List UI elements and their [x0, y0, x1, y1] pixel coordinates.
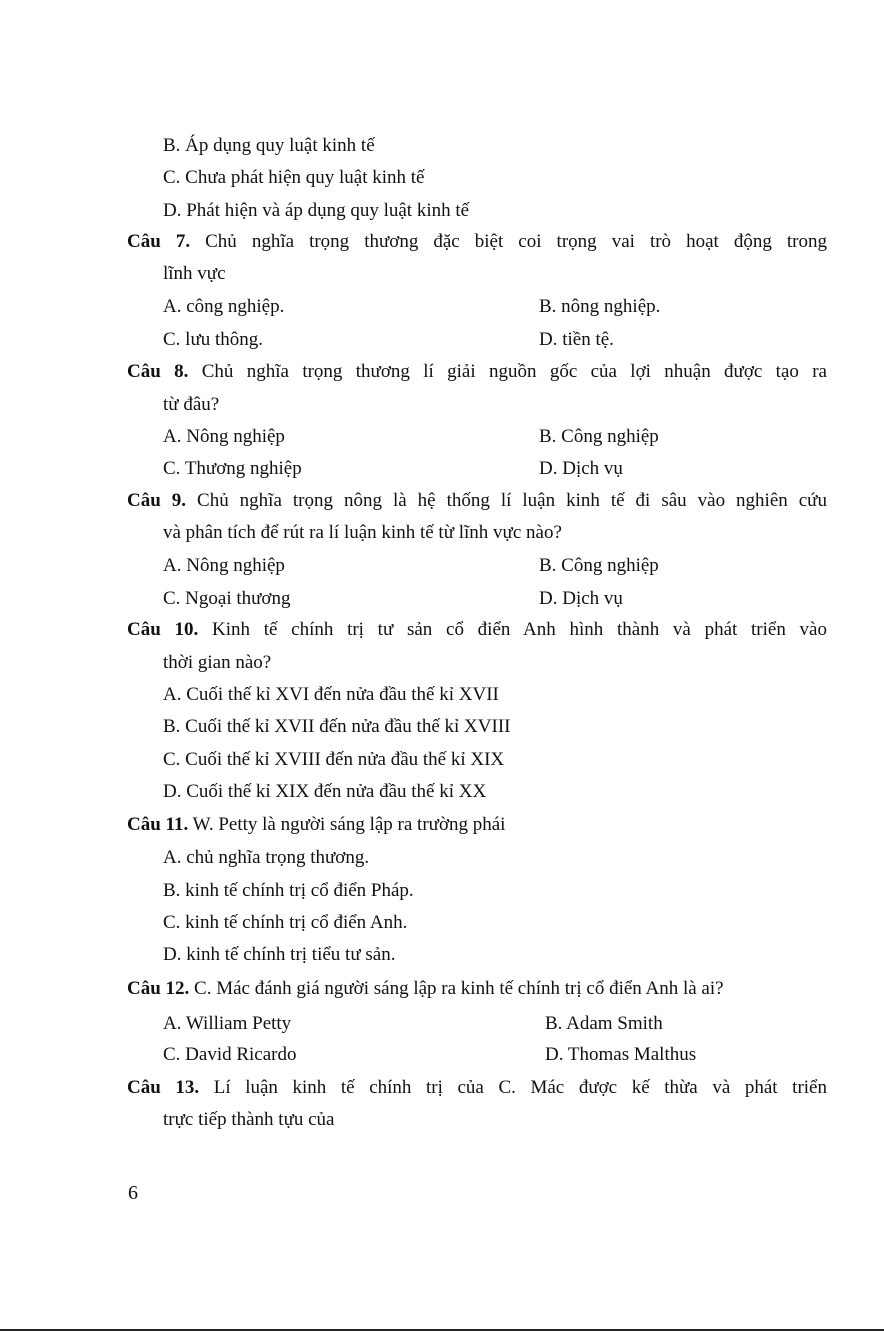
page-bottom-edge [0, 1329, 884, 1331]
q8-option-a: A. Nông nghiệp [163, 426, 285, 447]
q12-option-b: B. Adam Smith [545, 1013, 663, 1034]
q10-option-d: D. Cuối thế kỉ XIX đến nửa đầu thế kỉ XX [163, 781, 487, 802]
question-9-line2: và phân tích để rút ra lí luận kinh tế từ lĩnh vực nào? [163, 522, 562, 543]
q10-option-a: A. Cuối thế kỉ XVI đến nửa đầu thế kỉ XVII [163, 684, 499, 705]
q9-option-a: A. Nông nghiệp [163, 555, 285, 576]
q8-option-b: B. Công nghiệp [539, 426, 659, 447]
q11-option-b: B. kinh tế chính trị cổ điển Pháp. [163, 880, 414, 901]
q7-option-a: A. công nghiệp. [163, 296, 285, 317]
question-13-label: Câu 13. [127, 1077, 200, 1098]
question-9-label: Câu 9. [127, 490, 187, 511]
prev-option-c: C. Chưa phát hiện quy luật kinh tế [163, 167, 425, 188]
q7-option-c: C. lưu thông. [163, 329, 264, 350]
q8-option-c: C. Thương nghiệp [163, 458, 302, 479]
question-7-line2: lĩnh vực [163, 263, 226, 284]
question-10-line2: thời gian nào? [163, 652, 272, 673]
prev-option-d: D. Phát hiện và áp dụng quy luật kinh tế [163, 200, 470, 221]
q8-option-d: D. Dịch vụ [539, 458, 623, 479]
q9-option-b: B. Công nghiệp [539, 555, 659, 576]
question-8-line2: từ đâu? [163, 394, 220, 415]
question-7-label: Câu 7. [127, 231, 191, 252]
question-11-line1: Câu 11. W. Petty là người sáng lập ra trường phái [127, 814, 506, 835]
q10-option-c: C. Cuối thế kỉ XVIII đến nửa đầu thế kỉ XIX [163, 749, 505, 770]
q12-option-a: A. William Petty [163, 1013, 292, 1034]
question-10-label: Câu 10. [127, 619, 199, 640]
question-12-label: Câu 12. [127, 978, 190, 999]
question-13-line2: trực tiếp thành tựu của [163, 1109, 335, 1130]
question-11-label: Câu 11. [127, 814, 189, 835]
question-8-line1: Câu 8. Chủ nghĩa trọng thương lí giải nguồn gốc của lợi nhuận được tạo ra [127, 361, 827, 382]
question-13-line1: Câu 13. Lí luận kinh tế chính trị của C. Mác được kế thừa và phát triển [127, 1077, 827, 1098]
question-7-line1: Câu 7. Chủ nghĩa trọng thương đặc biệt coi trọng vai trò hoạt động trong [127, 231, 827, 252]
q12-option-d: D. Thomas Malthus [545, 1044, 697, 1065]
q11-option-d: D. kinh tế chính trị tiểu tư sản. [163, 944, 396, 965]
q9-option-c: C. Ngoại thương [163, 588, 291, 609]
q9-option-d: D. Dịch vụ [539, 588, 623, 609]
q11-option-c: C. kinh tế chính trị cổ điển Anh. [163, 912, 408, 933]
q7-option-b: B. nông nghiệp. [539, 296, 661, 317]
question-10-line1: Câu 10. Kinh tế chính trị tư sản cổ điển Anh hình thành và phát triển vào [127, 619, 827, 640]
question-9-line1: Câu 9. Chủ nghĩa trọng nông là hệ thống lí luận kinh tế đi sâu vào nghiên cứu [127, 490, 827, 511]
question-8-label: Câu 8. [127, 361, 189, 382]
q11-option-a: A. chủ nghĩa trọng thương. [163, 847, 370, 868]
page-number: 6 [128, 1182, 138, 1204]
q10-option-b: B. Cuối thế kỉ XVII đến nửa đầu thế kỉ XVIII [163, 716, 511, 737]
question-12-line1: Câu 12. C. Mác đánh giá người sáng lập ra kinh tế chính trị cổ điển Anh là ai? [127, 978, 724, 999]
q12-option-c: C. David Ricardo [163, 1044, 297, 1065]
prev-option-b: B. Áp dụng quy luật kinh tế [163, 135, 375, 156]
q7-option-d: D. tiền tệ. [539, 329, 614, 350]
